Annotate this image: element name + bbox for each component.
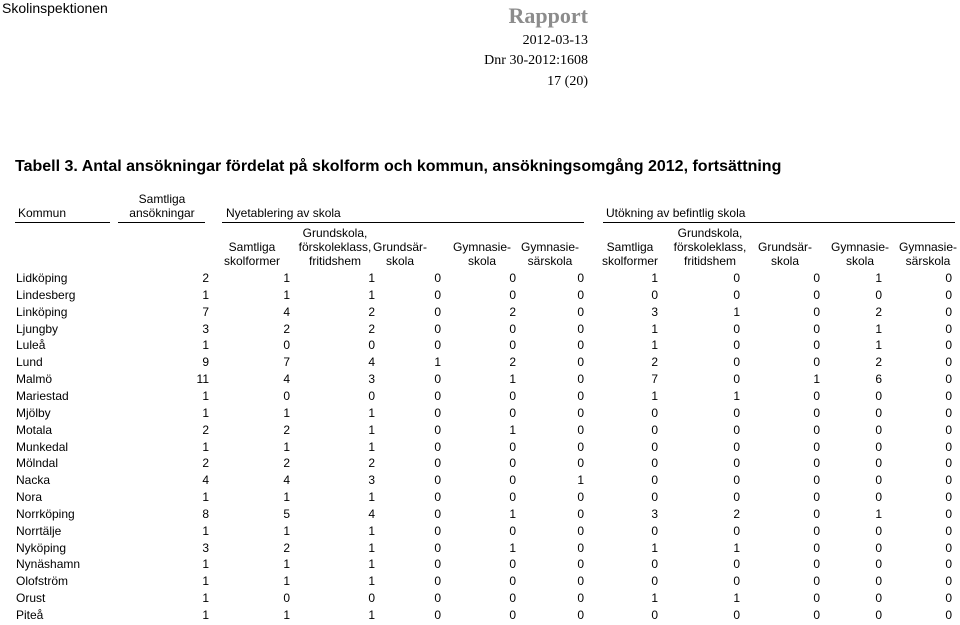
- value-cell: 0: [651, 287, 658, 302]
- table-row: [0, 287, 960, 303]
- value-cell: 0: [813, 287, 820, 302]
- value-cell: 0: [577, 321, 584, 336]
- value-cell: 0: [733, 338, 740, 353]
- value-cell: 0: [945, 321, 952, 336]
- table-row: [0, 489, 960, 505]
- table-row: [0, 270, 960, 286]
- value-cell: 0: [651, 490, 658, 505]
- value-cell: 3: [202, 540, 209, 555]
- value-cell: 6: [875, 372, 882, 387]
- value-cell: 0: [509, 574, 516, 589]
- value-cell: 0: [577, 422, 584, 437]
- value-cell: 0: [368, 338, 375, 353]
- kommun-cell: Luleå: [16, 338, 46, 353]
- value-cell: 1: [368, 574, 375, 589]
- col-header-new-gymnasiesarskola: Gymnasie- särskola: [520, 240, 579, 268]
- value-cell: 0: [733, 523, 740, 538]
- table-row: [0, 405, 960, 421]
- value-cell: 0: [434, 456, 441, 471]
- col-header-ext-grundsarskola: Grundsär- skola: [757, 240, 813, 268]
- table-row: [0, 321, 960, 337]
- report-title: Rapport: [508, 3, 588, 28]
- table-row: [0, 371, 960, 387]
- col-header-new-gymnasieskola: Gymnasie- skola: [452, 240, 511, 268]
- value-cell: 1: [651, 591, 658, 606]
- value-cell: 0: [945, 456, 952, 471]
- value-cell: 1: [202, 287, 209, 302]
- value-cell: 1: [875, 321, 882, 336]
- value-cell: 2: [651, 355, 658, 370]
- value-cell: 0: [434, 473, 441, 488]
- kommun-cell: Piteå: [16, 608, 44, 622]
- organization-name: Skolinspektionen: [2, 0, 108, 16]
- col-header-new-samtliga-skolformer: Samtliga skolformer: [223, 240, 280, 268]
- table-row: [0, 455, 960, 471]
- value-cell: 3: [368, 372, 375, 387]
- value-cell: 1: [283, 287, 290, 302]
- value-cell: 0: [875, 422, 882, 437]
- value-cell: 9: [202, 355, 209, 370]
- value-cell: 0: [577, 287, 584, 302]
- value-cell: 1: [283, 439, 290, 454]
- value-cell: 1: [733, 540, 740, 555]
- value-cell: 0: [509, 490, 516, 505]
- value-cell: 0: [875, 557, 882, 572]
- kommun-cell: Mariestad: [16, 388, 69, 403]
- value-cell: 0: [577, 439, 584, 454]
- value-cell: 0: [813, 574, 820, 589]
- value-cell: 0: [509, 608, 516, 622]
- table-row: [0, 304, 960, 320]
- value-cell: 0: [813, 422, 820, 437]
- value-cell: 0: [875, 574, 882, 589]
- value-cell: 1: [509, 506, 516, 521]
- value-cell: 0: [577, 490, 584, 505]
- value-cell: 0: [733, 557, 740, 572]
- kommun-cell: Ljungby: [16, 321, 59, 336]
- value-cell: 2: [509, 304, 516, 319]
- value-cell: 0: [813, 473, 820, 488]
- value-cell: 0: [875, 608, 882, 622]
- value-cell: 1: [202, 338, 209, 353]
- value-cell: 0: [733, 574, 740, 589]
- value-cell: 0: [945, 422, 952, 437]
- value-cell: 0: [813, 557, 820, 572]
- value-cell: 1: [283, 608, 290, 622]
- value-cell: 4: [368, 355, 375, 370]
- value-cell: 1: [202, 574, 209, 589]
- kommun-cell: Lund: [16, 355, 43, 370]
- value-cell: 0: [509, 591, 516, 606]
- value-cell: 0: [577, 355, 584, 370]
- kommun-cell: Nynäshamn: [16, 557, 81, 572]
- page-number: 17 (20): [547, 74, 588, 89]
- value-cell: 0: [577, 271, 584, 285]
- value-cell: 0: [509, 321, 516, 336]
- value-cell: 0: [509, 557, 516, 572]
- value-cell: 0: [577, 540, 584, 555]
- value-cell: 0: [733, 321, 740, 336]
- value-cell: 0: [945, 405, 952, 420]
- value-cell: 1: [202, 608, 209, 622]
- value-cell: 0: [283, 591, 290, 606]
- value-cell: 0: [434, 338, 441, 353]
- value-cell: 1: [283, 523, 290, 538]
- kommun-cell: Munkedal: [16, 439, 69, 454]
- value-cell: 0: [733, 473, 740, 488]
- value-cell: 0: [733, 405, 740, 420]
- value-cell: 2: [368, 321, 375, 336]
- value-cell: 0: [651, 422, 658, 437]
- value-cell: 0: [434, 422, 441, 437]
- value-cell: 1: [509, 372, 516, 387]
- value-cell: 0: [945, 490, 952, 505]
- value-cell: 1: [202, 490, 209, 505]
- value-cell: 1: [875, 338, 882, 353]
- value-cell: 1: [368, 287, 375, 302]
- value-cell: 0: [945, 473, 952, 488]
- value-cell: 1: [283, 574, 290, 589]
- col-header-kommun: Kommun: [18, 206, 67, 220]
- total-underline: [118, 222, 205, 223]
- value-cell: 1: [651, 388, 658, 403]
- report-date: 2012-03-13: [522, 33, 588, 48]
- value-cell: 0: [651, 439, 658, 454]
- value-cell: 0: [434, 388, 441, 403]
- value-cell: 1: [202, 439, 209, 454]
- value-cell: 2: [202, 456, 209, 471]
- kommun-cell: Nacka: [16, 473, 51, 488]
- value-cell: 0: [509, 405, 516, 420]
- table-row: [0, 590, 960, 606]
- kommun-cell: Nyköping: [16, 540, 67, 555]
- col-header-new-grundsarskola: Grundsär- skola: [372, 240, 428, 268]
- value-cell: 0: [813, 456, 820, 471]
- value-cell: 0: [733, 456, 740, 471]
- value-cell: 0: [368, 591, 375, 606]
- value-cell: 0: [813, 540, 820, 555]
- value-cell: 1: [202, 388, 209, 403]
- value-cell: 0: [651, 405, 658, 420]
- value-cell: 1: [509, 540, 516, 555]
- value-cell: 0: [509, 523, 516, 538]
- col-header-ext-samtliga-skolformer: Samtliga skolformer: [601, 240, 658, 268]
- value-cell: 0: [875, 456, 882, 471]
- value-cell: 0: [733, 439, 740, 454]
- value-cell: 0: [577, 388, 584, 403]
- value-cell: 0: [945, 591, 952, 606]
- value-cell: 0: [651, 473, 658, 488]
- value-cell: 1: [651, 540, 658, 555]
- value-cell: 1: [813, 372, 820, 387]
- value-cell: 0: [813, 271, 820, 285]
- kommun-cell: Malmö: [16, 372, 53, 387]
- value-cell: 0: [434, 287, 441, 302]
- value-cell: 0: [509, 271, 516, 285]
- value-cell: 1: [368, 439, 375, 454]
- value-cell: 0: [945, 506, 952, 521]
- kommun-cell: Mölndal: [16, 456, 59, 471]
- value-cell: 7: [651, 372, 658, 387]
- value-cell: 1: [283, 490, 290, 505]
- value-cell: 1: [283, 271, 290, 285]
- value-cell: 1: [434, 355, 441, 370]
- kommun-cell: Norrtälje: [16, 523, 62, 538]
- value-cell: 0: [813, 338, 820, 353]
- value-cell: 2: [283, 321, 290, 336]
- table-row: [0, 523, 960, 539]
- value-cell: 0: [509, 338, 516, 353]
- value-cell: 0: [577, 372, 584, 387]
- value-cell: 2: [202, 422, 209, 437]
- value-cell: 0: [434, 506, 441, 521]
- kommun-cell: Motala: [16, 422, 53, 437]
- value-cell: 0: [577, 456, 584, 471]
- col-header-ext-gymnasiesarskola: Gymnasie- särskola: [898, 240, 957, 268]
- value-cell: 0: [434, 490, 441, 505]
- value-cell: 11: [196, 372, 209, 387]
- value-cell: 0: [813, 355, 820, 370]
- value-cell: 0: [577, 523, 584, 538]
- value-cell: 1: [368, 422, 375, 437]
- value-cell: 1: [733, 304, 740, 319]
- value-cell: 0: [577, 608, 584, 622]
- value-cell: 1: [368, 608, 375, 622]
- value-cell: 0: [945, 304, 952, 319]
- value-cell: 1: [368, 405, 375, 420]
- value-cell: 3: [651, 506, 658, 521]
- value-cell: 0: [813, 608, 820, 622]
- value-cell: 0: [733, 271, 740, 285]
- value-cell: 1: [509, 422, 516, 437]
- value-cell: 0: [434, 439, 441, 454]
- value-cell: 0: [875, 523, 882, 538]
- value-cell: 0: [368, 388, 375, 403]
- value-cell: 4: [283, 372, 290, 387]
- value-cell: 0: [733, 355, 740, 370]
- value-cell: 0: [945, 540, 952, 555]
- value-cell: 3: [651, 304, 658, 319]
- kommun-cell: Lindesberg: [16, 287, 76, 302]
- value-cell: 0: [945, 271, 952, 285]
- value-cell: 0: [434, 405, 441, 420]
- value-cell: 0: [875, 388, 882, 403]
- value-cell: 0: [509, 439, 516, 454]
- value-cell: 0: [651, 608, 658, 622]
- value-cell: 0: [733, 490, 740, 505]
- value-cell: 0: [434, 608, 441, 622]
- kommun-cell: Linköping: [16, 304, 68, 319]
- value-cell: 0: [875, 490, 882, 505]
- col-header-new-grundskola: Grundskola, förskoleklass, fritidshem: [298, 226, 372, 268]
- value-cell: 2: [368, 456, 375, 471]
- value-cell: 0: [577, 304, 584, 319]
- value-cell: 1: [368, 540, 375, 555]
- value-cell: 0: [577, 405, 584, 420]
- value-cell: 1: [368, 271, 375, 285]
- col-header-ext-gymnasieskola: Gymnasie- skola: [830, 240, 889, 268]
- value-cell: 0: [875, 591, 882, 606]
- value-cell: 0: [875, 439, 882, 454]
- value-cell: 0: [434, 557, 441, 572]
- group-new-underline: [222, 222, 584, 223]
- value-cell: 0: [434, 321, 441, 336]
- kommun-cell: Olofström: [16, 574, 69, 589]
- value-cell: 4: [283, 304, 290, 319]
- value-cell: 1: [651, 338, 658, 353]
- value-cell: 0: [577, 557, 584, 572]
- value-cell: 2: [368, 304, 375, 319]
- table-row: [0, 607, 960, 623]
- value-cell: 0: [434, 540, 441, 555]
- value-cell: 0: [875, 405, 882, 420]
- value-cell: 2: [283, 540, 290, 555]
- value-cell: 1: [283, 557, 290, 572]
- value-cell: 1: [733, 388, 740, 403]
- value-cell: 0: [813, 439, 820, 454]
- report-dnr: Dnr 30-2012:1608: [484, 53, 588, 68]
- value-cell: 0: [945, 439, 952, 454]
- value-cell: 0: [577, 506, 584, 521]
- value-cell: 7: [202, 304, 209, 319]
- value-cell: 1: [368, 523, 375, 538]
- value-cell: 8: [202, 506, 209, 521]
- group-header-new: Nyetablering av skola: [226, 206, 341, 220]
- value-cell: 0: [945, 287, 952, 302]
- table-row: [0, 573, 960, 589]
- value-cell: 0: [813, 506, 820, 521]
- value-cell: 0: [733, 287, 740, 302]
- kommun-cell: Nora: [16, 490, 43, 505]
- value-cell: 0: [577, 338, 584, 353]
- table-row: [0, 556, 960, 572]
- value-cell: 0: [813, 591, 820, 606]
- value-cell: 0: [577, 574, 584, 589]
- table-title: Tabell 3. Antal ansökningar fördelat på skolform och kommun, ansökningsomgång 2012, fortsättning: [15, 158, 782, 175]
- value-cell: 1: [875, 271, 882, 285]
- value-cell: 0: [509, 456, 516, 471]
- value-cell: 0: [434, 304, 441, 319]
- group-header-ext: Utökning av befintlig skola: [606, 206, 746, 220]
- value-cell: 0: [813, 321, 820, 336]
- value-cell: 0: [875, 540, 882, 555]
- value-cell: 0: [733, 372, 740, 387]
- table-row: [0, 354, 960, 370]
- value-cell: 3: [202, 321, 209, 336]
- value-cell: 0: [945, 557, 952, 572]
- value-cell: 0: [733, 422, 740, 437]
- value-cell: 1: [202, 523, 209, 538]
- value-cell: 2: [202, 271, 209, 285]
- value-cell: 0: [813, 405, 820, 420]
- value-cell: 2: [283, 456, 290, 471]
- table-row: [0, 439, 960, 455]
- value-cell: 0: [434, 271, 441, 285]
- value-cell: 0: [509, 287, 516, 302]
- value-cell: 0: [945, 388, 952, 403]
- value-cell: 0: [875, 287, 882, 302]
- value-cell: 0: [813, 523, 820, 538]
- value-cell: 2: [283, 422, 290, 437]
- kommun-cell: Norrköping: [16, 506, 75, 521]
- table-row: [0, 540, 960, 556]
- value-cell: 0: [945, 355, 952, 370]
- value-cell: 1: [202, 591, 209, 606]
- value-cell: 0: [577, 591, 584, 606]
- value-cell: 1: [651, 271, 658, 285]
- value-cell: 1: [283, 405, 290, 420]
- kommun-underline: [15, 222, 110, 223]
- value-cell: 4: [368, 506, 375, 521]
- value-cell: 1: [577, 473, 584, 488]
- table-row: [0, 388, 960, 404]
- table-row: [0, 422, 960, 438]
- kommun-cell: Mjölby: [16, 405, 51, 420]
- value-cell: 1: [733, 591, 740, 606]
- value-cell: 1: [202, 405, 209, 420]
- col-header-total: Samtliga ansökningar: [129, 192, 195, 220]
- value-cell: 1: [875, 506, 882, 521]
- value-cell: 0: [651, 523, 658, 538]
- value-cell: 0: [945, 338, 952, 353]
- value-cell: 0: [283, 338, 290, 353]
- value-cell: 2: [875, 355, 882, 370]
- value-cell: 0: [945, 372, 952, 387]
- value-cell: 1: [368, 557, 375, 572]
- value-cell: 0: [945, 523, 952, 538]
- value-cell: 2: [875, 304, 882, 319]
- value-cell: 0: [875, 473, 882, 488]
- value-cell: 0: [651, 456, 658, 471]
- kommun-cell: Orust: [16, 591, 46, 606]
- value-cell: 0: [509, 388, 516, 403]
- value-cell: 0: [509, 473, 516, 488]
- value-cell: 0: [813, 490, 820, 505]
- table-row: [0, 337, 960, 353]
- value-cell: 7: [283, 355, 290, 370]
- col-header-ext-grundskola: Grundskola, förskoleklass, fritidshem: [673, 226, 747, 268]
- value-cell: 0: [813, 388, 820, 403]
- value-cell: 0: [651, 557, 658, 572]
- value-cell: 2: [509, 355, 516, 370]
- value-cell: 5: [283, 506, 290, 521]
- value-cell: 0: [651, 574, 658, 589]
- value-cell: 0: [813, 304, 820, 319]
- table-row: [0, 506, 960, 522]
- value-cell: 0: [733, 608, 740, 622]
- value-cell: 0: [434, 574, 441, 589]
- value-cell: 3: [368, 473, 375, 488]
- kommun-cell: Lidköping: [16, 271, 68, 285]
- group-ext-underline: [603, 222, 955, 223]
- value-cell: 2: [733, 506, 740, 521]
- value-cell: 1: [651, 321, 658, 336]
- value-cell: 4: [283, 473, 290, 488]
- table-row: [0, 472, 960, 488]
- value-cell: 1: [368, 490, 375, 505]
- value-cell: 0: [434, 523, 441, 538]
- value-cell: 1: [202, 557, 209, 572]
- value-cell: 0: [283, 388, 290, 403]
- value-cell: 4: [202, 473, 209, 488]
- value-cell: 0: [434, 372, 441, 387]
- value-cell: 0: [434, 591, 441, 606]
- value-cell: 0: [945, 608, 952, 622]
- value-cell: 0: [945, 574, 952, 589]
